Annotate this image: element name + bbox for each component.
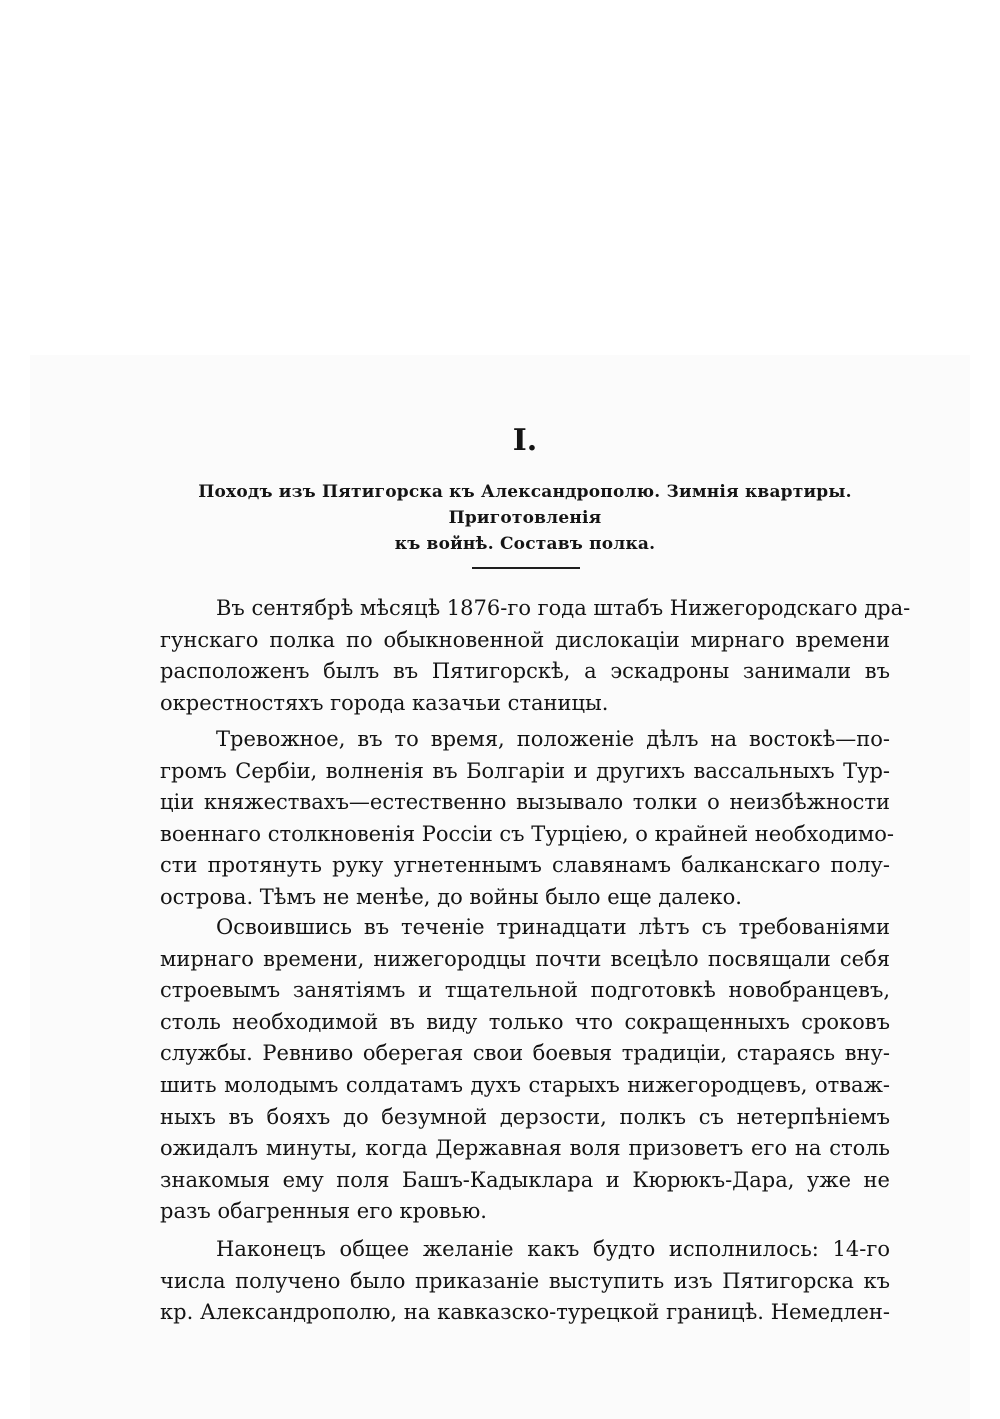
text-line: гунскаго полка по обыкновенной дислокаціи мирнаго времени xyxy=(160,627,890,652)
text-line: строевымъ занятіямъ и тщательной подготовкѣ новобранцевъ, xyxy=(160,978,890,1003)
text-line: окрестностяхъ города казачьи станицы. xyxy=(160,690,609,715)
paragraph xyxy=(160,912,890,1228)
paragraph xyxy=(160,724,895,914)
chapter-title-line: къ войнѣ. Составъ полка. xyxy=(394,534,656,554)
text-line: службы. Ревниво оберегая свои боевыя традиціи, стараясь вну- xyxy=(160,1041,890,1066)
text-line: Освоившись въ теченіе тринадцати лѣтъ съ требованіями xyxy=(216,915,890,939)
text-line: сти протянуть руку угнетеннымъ славянамъ балканскаго полу- xyxy=(160,853,890,878)
text-line: ныхъ въ бояхъ до безумной дерзости, полкъ съ нетерпѣніемъ xyxy=(160,1104,890,1129)
chapter-number: I. xyxy=(512,423,538,458)
text-line: ожидалъ минуты, когда Державная воля призоветъ его на столь xyxy=(160,1136,890,1161)
text-line: громъ Сербіи, волненія въ Болгаріи и другихъ вассальныхъ Тур- xyxy=(160,758,890,783)
text-line: знакомыя ему поля Башъ-Кадыклара и Кюрюкъ-Дара, уже не xyxy=(160,1167,890,1192)
text-line: ціи княжествахъ—естественно вызывало толки о неизбѣжности xyxy=(160,790,890,815)
text-line: военнаго столкновенія Россіи съ Турціею, о крайней необходимо- xyxy=(160,821,895,846)
paragraph xyxy=(160,1234,890,1329)
text-line: кр. Александрополю, на кавказско-турецкой границѣ. Немедлен- xyxy=(160,1300,890,1325)
chapter-title xyxy=(160,479,890,557)
text-line: острова. Тѣмъ не менѣе, до войны было еще далеко. xyxy=(160,884,742,909)
text-line: числа получено было приказаніе выступить изъ Пятигорска къ xyxy=(160,1268,890,1293)
text-line: Въ сентябрѣ мѣсяцѣ 1876-го года штабъ Нижегородскаго дра- xyxy=(216,596,911,620)
text-line: шить молодымъ солдатамъ духъ старыхъ нижегородцевъ, отваж- xyxy=(160,1072,890,1097)
text-line: расположенъ былъ въ Пятигорскѣ, а эскадроны занимали въ xyxy=(160,659,890,684)
text-line: Тревожное, въ то время, положеніе дѣлъ на востокѣ—по- xyxy=(216,727,890,751)
chapter-title-line: Походъ изъ Пятигорска къ Александрополю. Зимнія квартиры. Приготовленія xyxy=(198,482,852,528)
text-line: разъ обагренныя его кровью. xyxy=(160,1199,487,1224)
paragraph xyxy=(160,593,911,719)
text-line: мирнаго времени, нижегородцы почти всецѣло посвящали себя xyxy=(160,946,890,971)
text-line: столь необходимой въ виду только что сокращенныхъ сроковъ xyxy=(160,1009,890,1034)
text-line: Наконецъ общее желаніе какъ будто исполнилось: 14-го xyxy=(216,1237,890,1261)
section-divider xyxy=(472,567,580,569)
